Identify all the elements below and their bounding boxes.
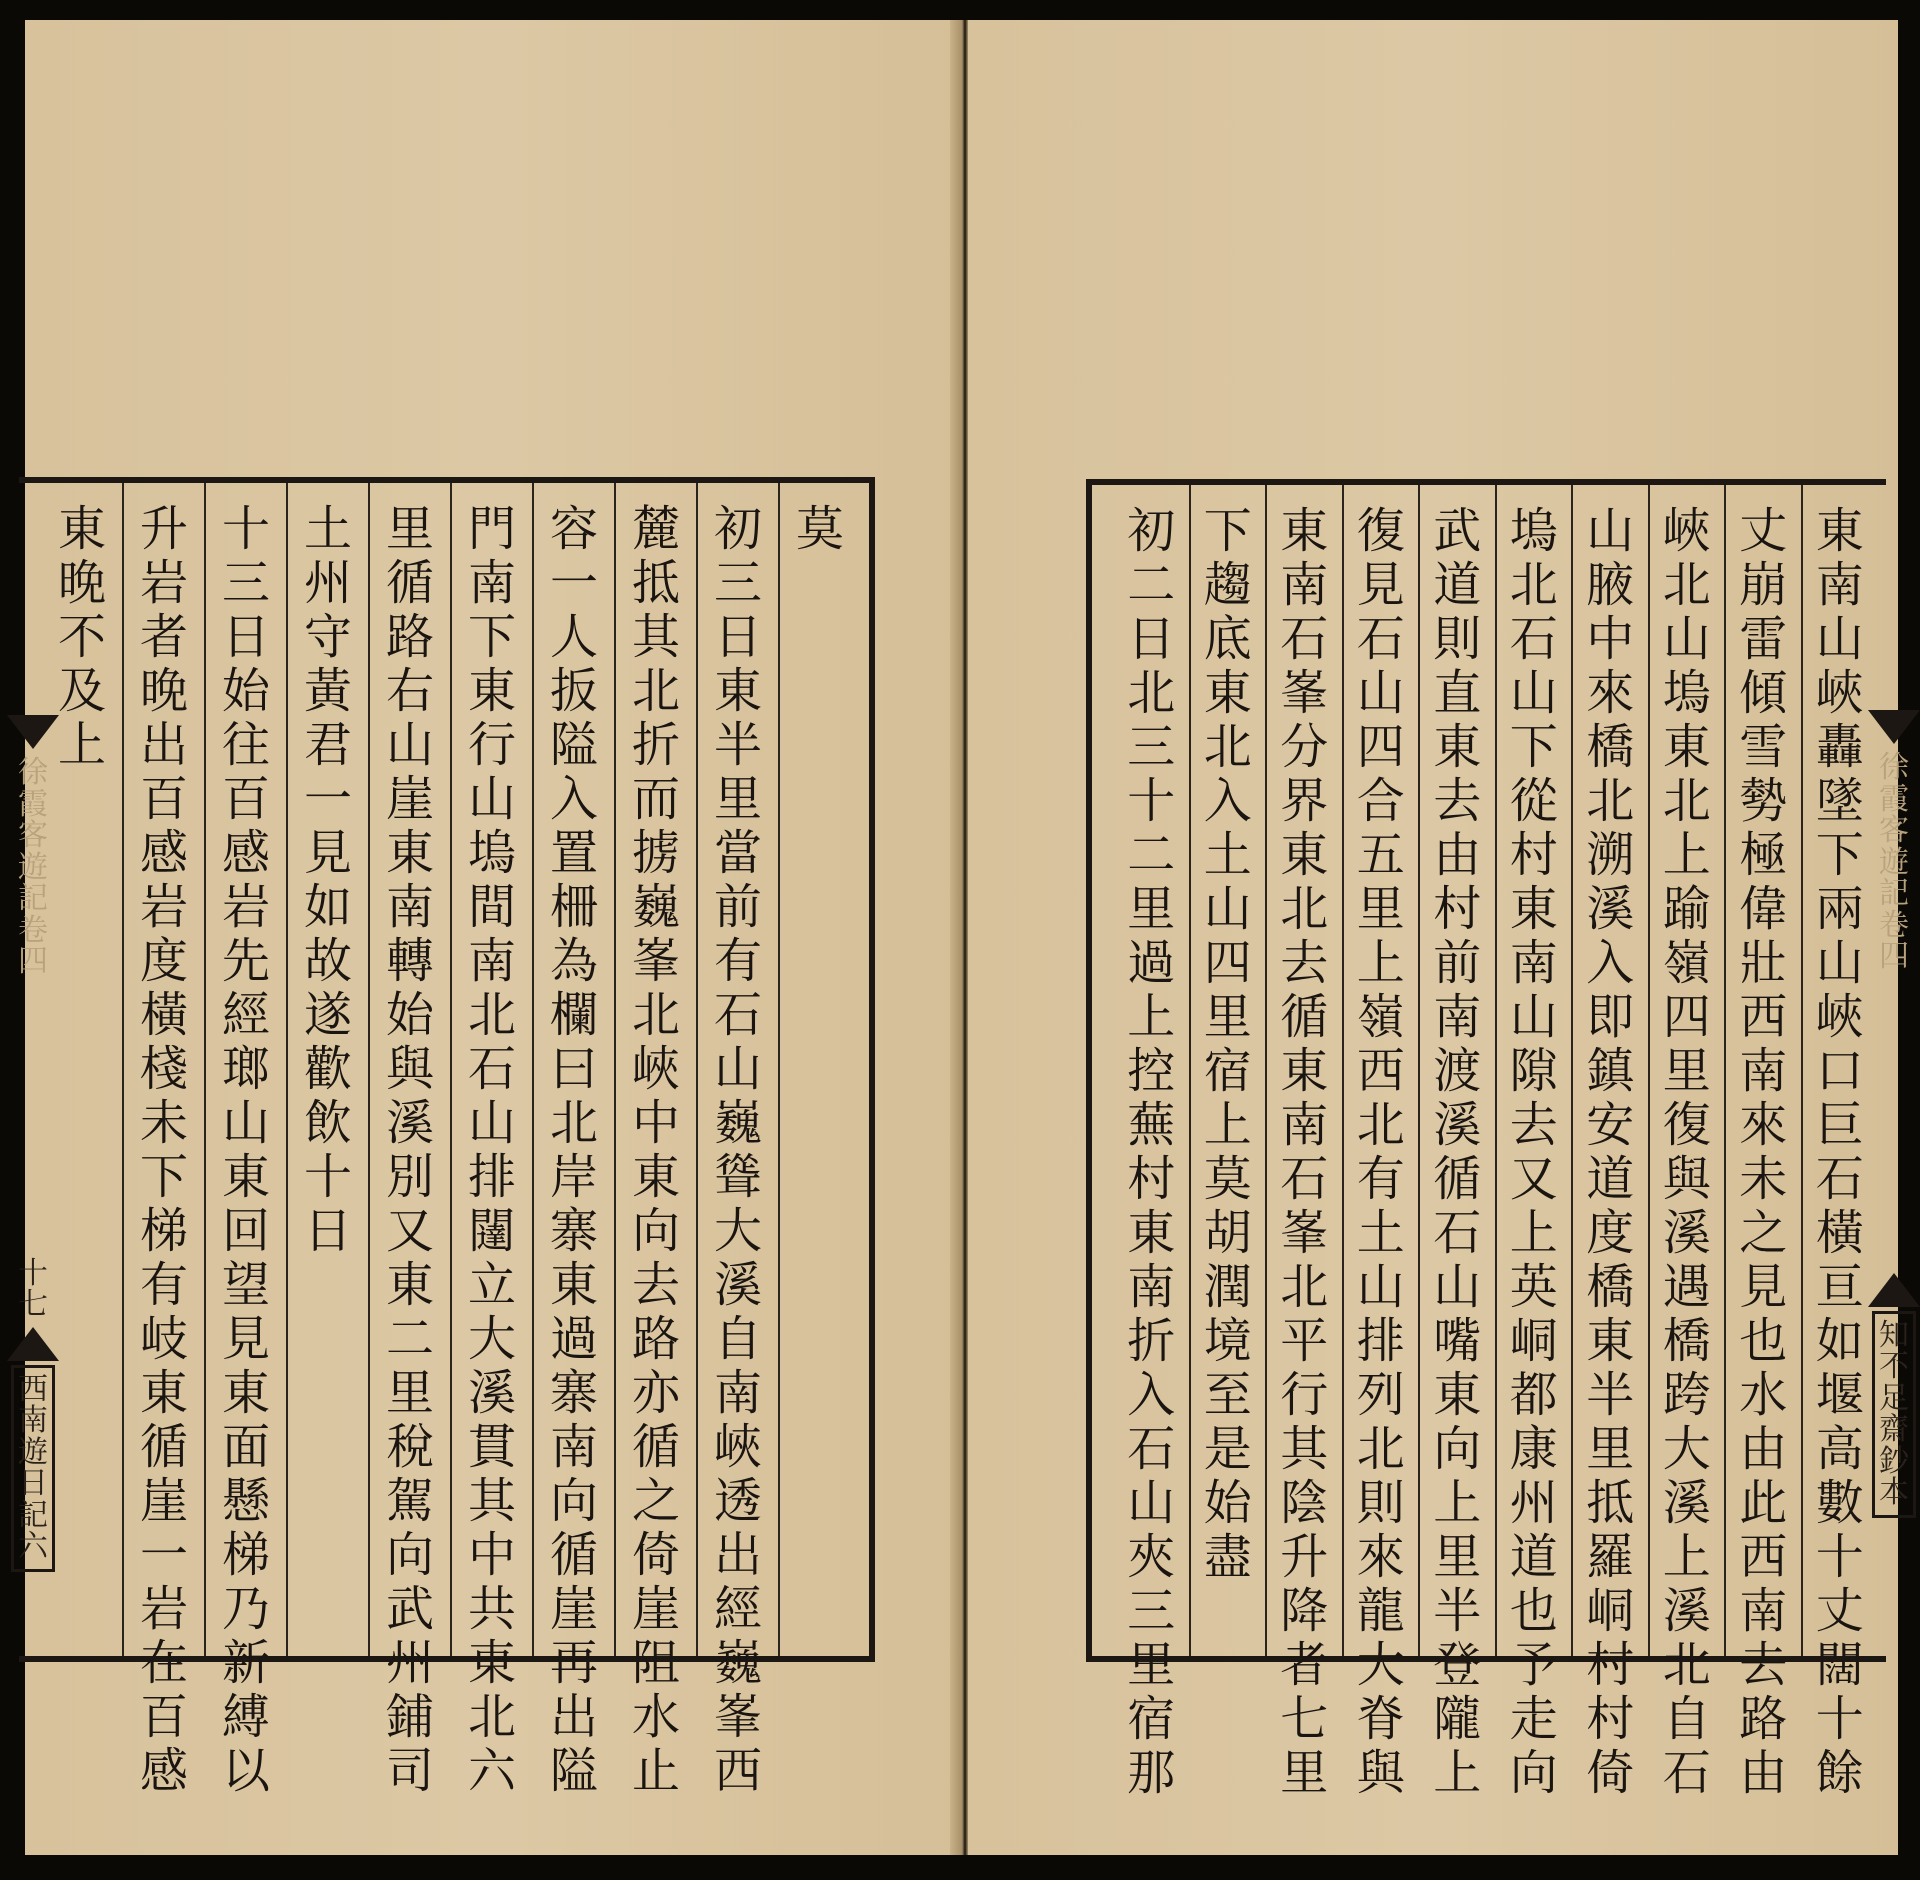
right-text-column: 山 腋 中 來 橋 北 溯 溪 入 即 鎮 安 道 度 橋 東 半 里 抵 羅 峒 村 村 倚 [1586, 503, 1635, 1801]
column-rule [204, 483, 206, 1656]
right-margin-title: 徐 霞 客 遊 記 卷 四 [1879, 750, 1909, 974]
column-rule [1342, 485, 1344, 1656]
column-rule [1418, 485, 1420, 1656]
column-rule [614, 483, 616, 1656]
right-page [968, 20, 1909, 1855]
column-rule [1495, 485, 1497, 1656]
left-text-column: 十 三 日 始 往 百 感 岩 先 經 瑯 山 東 回 望 見 東 面 懸 梯 乃 新 縛 以 [221, 501, 270, 1799]
column-rule [1571, 485, 1573, 1656]
left-margin-section: 西 南 遊 日 記 六 [11, 1365, 55, 1572]
right-text-column: 初 二 日 北 三 十 二 里 過 上 控 蕪 村 東 南 折 入 石 山 夾 三 里 宿 那 [1127, 503, 1176, 1801]
column-rule [1648, 485, 1650, 1656]
left-text-column: 里 循 路 右 山 崖 東 南 轉 始 與 溪 別 又 東 二 里 稅 駕 向 武 州 鋪 司 [385, 501, 434, 1799]
column-rule [696, 483, 698, 1656]
right-text-column: 復 見 石 山 四 合 五 里 上 嶺 西 北 有 土 山 排 列 北 則 來 龍 大 脊 與 [1356, 503, 1405, 1801]
right-text-column: 丈 崩 雷 傾 雪 勢 極 偉 壯 西 南 來 未 之 見 也 水 由 此 西 南 去 路 由 [1739, 503, 1788, 1801]
column-rule [1724, 485, 1726, 1656]
right-text-column: 東 南 山 峽 轟 墜 下 兩 山 峽 口 巨 石 橫 亘 如 堰 高 數 十 丈 闊 十 餘 [1815, 503, 1864, 1801]
left-text-column: 土 州 守 黃 君 一 見 如 故 遂 歡 飲 十 日 [303, 501, 352, 1259]
right-margin-edition: 知 不 足 齋 鈔 本 [1872, 1311, 1916, 1518]
column-rule [286, 483, 288, 1656]
fishtail-top-icon [7, 715, 59, 749]
column-rule [532, 483, 534, 1656]
right-margin-strip [1868, 710, 1920, 1518]
fishtail-top-icon [1868, 710, 1920, 744]
right-text-column: 峽 北 山 塢 東 北 上 踰 嶺 四 里 復 與 溪 遇 橋 跨 大 溪 上 溪 北 自 石 [1662, 503, 1711, 1801]
left-margin-title: 徐 霞 客 遊 記 卷 四 [18, 755, 48, 979]
left-text-column: 東 晚 不 及 上 [57, 501, 106, 773]
right-text-column: 武 道 則 直 東 去 由 村 前 南 渡 溪 循 石 山 嘴 東 向 上 里 半 登 隴 上 [1433, 503, 1482, 1801]
column-rule [368, 483, 370, 1656]
left-text-column: 門 南 下 東 行 山 塢 間 南 北 石 山 排 闥 立 大 溪 貫 其 中 共 東 北 六 [467, 501, 516, 1799]
left-margin-strip [7, 715, 59, 1572]
left-text-column: 升 岩 者 晚 出 百 感 岩 度 橫 棧 未 下 梯 有 岐 東 循 崖 一 岩 在 百 感 [139, 501, 188, 1799]
column-rule [122, 483, 124, 1656]
right-text-column: 塢 北 石 山 下 從 村 東 南 山 隙 去 又 上 英 峒 都 康 州 道 也 予 走 向 [1509, 503, 1558, 1801]
left-text-frame [19, 477, 875, 1799]
right-text-column: 東 南 石 峯 分 界 東 北 去 循 東 南 石 峯 北 平 行 其 陰 升 降 者 七 里 [1280, 503, 1329, 1801]
right-text-frame [1086, 479, 1886, 1801]
left-text-column: 麓 抵 其 北 折 而 掳 巍 峯 北 峽 中 東 向 去 路 亦 循 之 倚 崖 阻 水 止 [631, 501, 680, 1799]
right-text-column: 下 趨 底 東 北 入 土 山 四 里 宿 上 莫 胡 潤 境 至 是 始 盡 [1203, 503, 1252, 1585]
column-rule [1265, 485, 1267, 1656]
left-text-column: 容 一 人 扳 隘 入 置 柵 為 欄 曰 北 岸 寨 東 過 寨 南 向 循 崖 再 出 隘 [549, 501, 598, 1799]
left-folio-number: 十 七 [18, 1255, 48, 1322]
fishtail-bottom-icon [7, 1327, 59, 1361]
column-rule [778, 483, 780, 1656]
column-rule [1801, 485, 1803, 1656]
left-text-column: 初 三 日 東 半 里 當 前 有 石 山 巍 聳 大 溪 自 南 峽 透 出 經 巍 峯 西 [713, 501, 762, 1799]
left-page [18, 20, 965, 1855]
column-rule [1189, 485, 1191, 1656]
left-text-column: 莫 [795, 501, 844, 557]
column-rule [450, 483, 452, 1656]
fishtail-bottom-icon [1868, 1273, 1920, 1307]
